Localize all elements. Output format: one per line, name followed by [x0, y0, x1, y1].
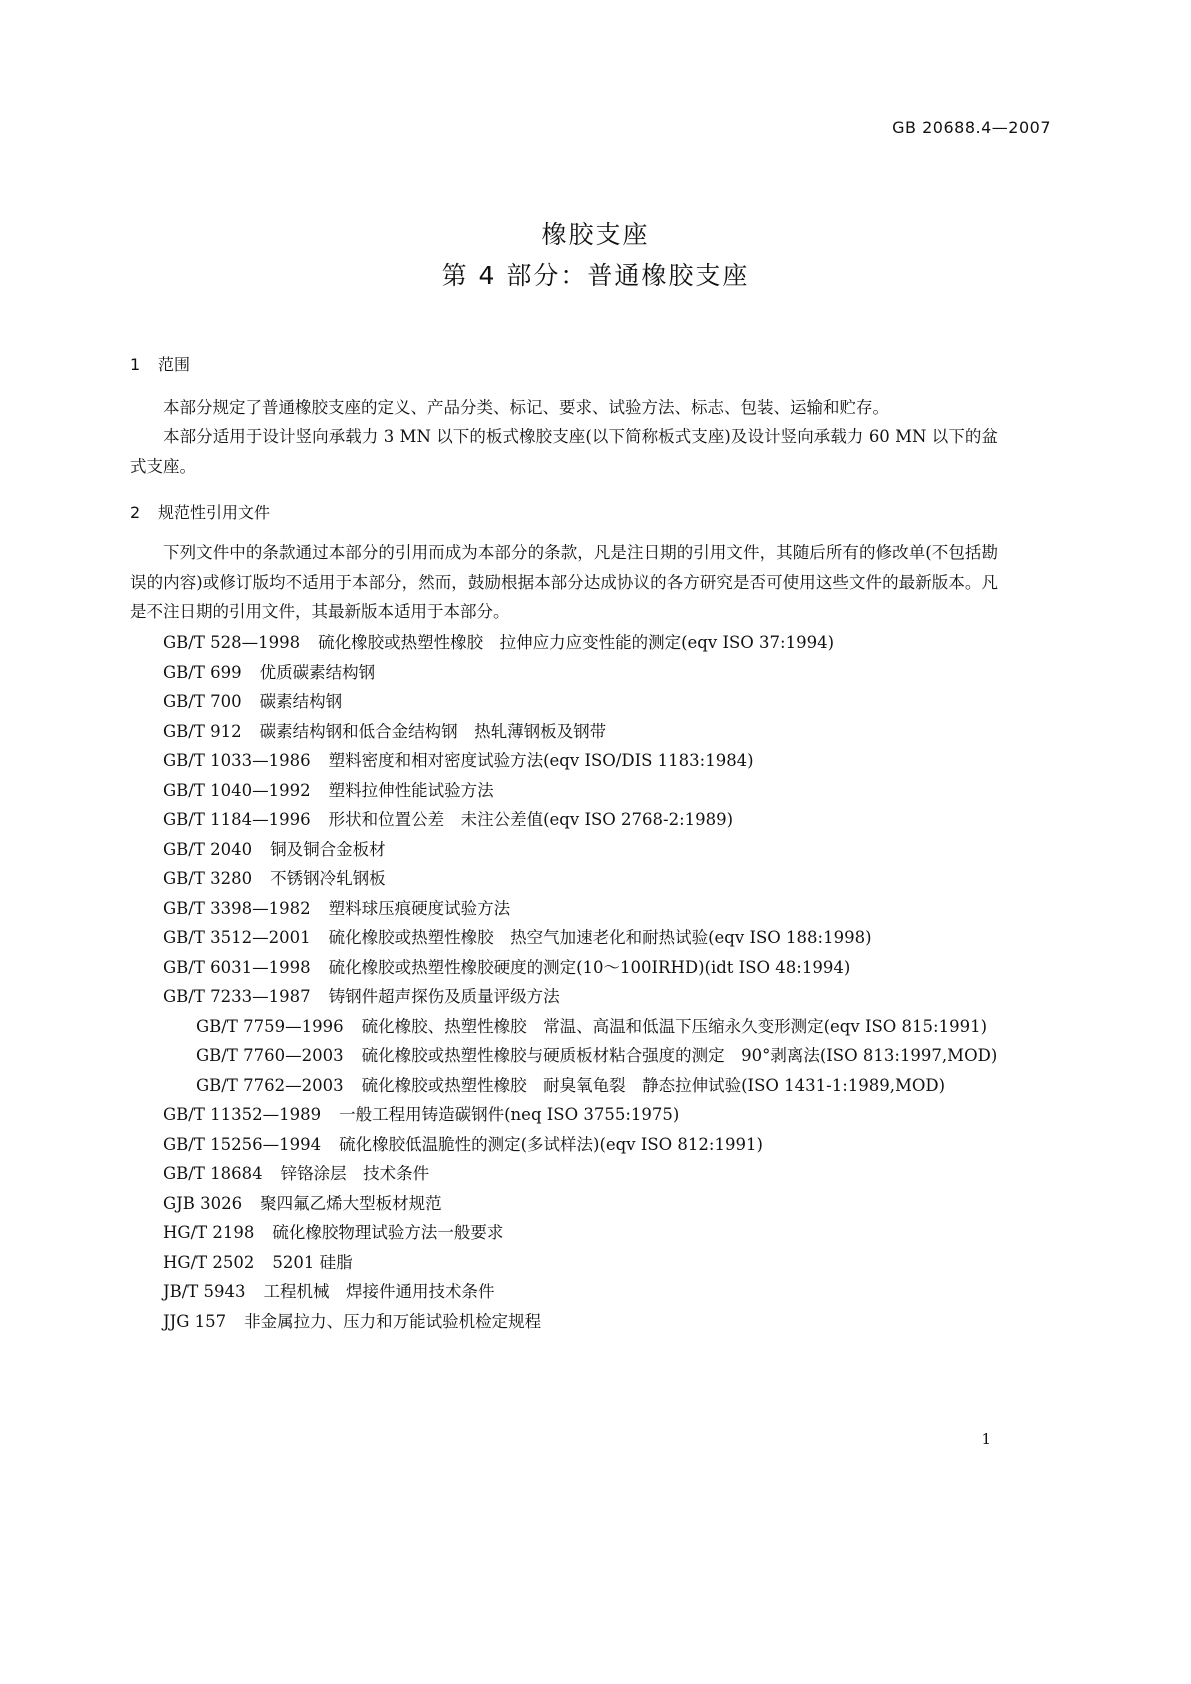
- reference-title: 硫化橡胶或热塑性橡胶 拉伸应力应变性能的测定(eqv ISO 37:1994): [318, 633, 835, 652]
- reference-code: GB/T 2040: [163, 839, 253, 859]
- reference-code: GB/T 1040—1992: [163, 780, 311, 800]
- reference-code: GB/T 7762—2003: [196, 1075, 344, 1095]
- reference-item: [130, 717, 998, 747]
- reference-title: 不锈钢冷轧钢板: [270, 869, 386, 888]
- reference-title: 塑料密度和相对密度试验方法(eqv ISO/DIS 1183:1984): [328, 751, 754, 770]
- reference-item: [130, 982, 998, 1012]
- reference-code: GB/T 6031—1998: [163, 957, 311, 977]
- reference-code: GB/T 700: [163, 692, 242, 711]
- reference-item: [130, 805, 998, 835]
- reference-title: 硫化橡胶或热塑性橡胶与硬质板材粘合强度的测定 90°剥离法(ISO 813:1997,MOD): [361, 1046, 998, 1065]
- reference-item: [130, 835, 998, 865]
- section-1-heading: [130, 352, 190, 375]
- reference-title: 聚四氟乙烯大型板材规范: [260, 1193, 442, 1213]
- reference-code: JJG 157: [163, 1311, 227, 1331]
- reference-title: 硫化橡胶低温脆性的测定(多试样法)(eqv ISO 812:1991): [339, 1134, 763, 1154]
- reference-code: HG/T 2502: [163, 1252, 255, 1272]
- reference-list: [130, 628, 998, 1336]
- reference-item: [130, 1159, 998, 1189]
- reference-code: GB/T 912: [163, 721, 242, 741]
- reference-title: 形状和位置公差 未注公差值(eqv ISO 2768-2:1989): [328, 810, 734, 829]
- reference-item: [130, 658, 998, 688]
- reference-title: 塑料球压痕硬度试验方法: [328, 898, 511, 918]
- reference-code: GB/T 3280: [163, 869, 253, 888]
- section-2-heading: [130, 500, 270, 523]
- reference-title: 碳素结构钢和低合金结构钢 热轧薄钢板及钢带: [259, 721, 607, 741]
- reference-code: GB/T 7759—1996: [196, 1016, 344, 1036]
- document-subtitle: 第 4 部分：普通橡胶支座: [441, 261, 750, 290]
- reference-code: HG/T 2198: [163, 1223, 255, 1242]
- document-title: 橡胶支座: [541, 220, 650, 249]
- reference-code: GB/T 528—1998: [163, 633, 301, 652]
- reference-code: GB/T 1033—1986: [163, 751, 311, 770]
- reference-code: GB/T 1184—1996: [163, 810, 311, 829]
- reference-title: 铸钢件超声探伤及质量评级方法: [328, 987, 560, 1006]
- section-1-title: 范围: [158, 355, 191, 374]
- reference-title: 硫化橡胶或热塑性橡胶硬度的测定(10～100IRHD)(idt ISO 48:1994): [328, 957, 851, 977]
- reference-title: 塑料拉伸性能试验方法: [328, 780, 494, 800]
- reference-item: [130, 1248, 998, 1278]
- reference-item: [130, 953, 998, 983]
- reference-item: [130, 1071, 998, 1101]
- page-number: 1: [981, 1430, 991, 1448]
- reference-title: 硫化橡胶、热塑性橡胶 常温、高温和低温下压缩永久变形测定(eqv ISO 815:1991): [361, 1016, 988, 1036]
- reference-item: [130, 1100, 998, 1130]
- reference-code: GB/T 11352—1989: [163, 1105, 322, 1124]
- section-2-number: 2: [130, 503, 141, 522]
- reference-item: [130, 894, 998, 924]
- reference-title: 优质碳素结构钢: [259, 662, 376, 682]
- reference-code: GJB 3026: [163, 1193, 243, 1213]
- reference-title: 锌铬涂层 技术条件: [280, 1164, 430, 1183]
- section-2-title: 规范性引用文件: [158, 503, 271, 522]
- reference-title: 非金属拉力、压力和万能试验机检定规程: [244, 1311, 542, 1331]
- reference-title: 5201 硅脂: [272, 1252, 353, 1272]
- reference-item: [130, 1189, 998, 1219]
- reference-code: GB/T 3512—2001: [163, 928, 311, 947]
- section-1-paragraph: 本部分规定了普通橡胶支座的定义、产品分类、标记、要求、试验方法、标志、包装、运输和贮存。: [163, 398, 889, 417]
- reference-item: [130, 628, 998, 658]
- reference-title: 硫化橡胶或热塑性橡胶 热空气加速老化和耐热试验(eqv ISO 188:1998): [328, 928, 872, 947]
- reference-code: GB/T 15256—1994: [163, 1134, 322, 1154]
- reference-code: GB/T 7233—1987: [163, 987, 311, 1006]
- section-2-intro: 下列文件中的条款通过本部分的引用而成为本部分的条款，凡是注日期的引用文件，其随后所有的修改单(不包括勘误的内容)或修订版均不适用于本部分，然而，鼓励根据本部分达成协议的各方研究是否可使用这些文件的最新版本。凡是不注日期的引用文件，其最新版本适用于本部分。: [130, 543, 998, 621]
- reference-title: 硫化橡胶或热塑性橡胶 耐臭氧龟裂 静态拉伸试验(ISO 1431-1:1989,MOD): [361, 1075, 946, 1095]
- standard-code: GB 20688.4—2007: [892, 118, 1051, 137]
- reference-item: [130, 864, 998, 894]
- reference-item: [130, 1012, 998, 1042]
- reference-item: [130, 1218, 998, 1248]
- section-1-paragraph: 本部分适用于设计竖向承载力 3 MN 以下的板式橡胶支座(以下简称板式支座)及设计竖向承载力 60 MN 以下的盆式支座。: [130, 427, 998, 476]
- reference-code: GB/T 7760—2003: [196, 1046, 344, 1065]
- reference-title: 硫化橡胶物理试验方法一般要求: [272, 1223, 504, 1242]
- reference-item: [130, 1277, 998, 1307]
- reference-title: 铜及铜合金板材: [270, 839, 386, 859]
- reference-title: 一般工程用铸造碳钢件(neq ISO 3755:1975): [339, 1105, 680, 1124]
- reference-title: 碳素结构钢: [259, 692, 343, 711]
- reference-item: [130, 1130, 998, 1160]
- reference-item: [130, 1041, 998, 1071]
- reference-item: [130, 746, 998, 776]
- reference-code: JB/T 5943: [163, 1282, 246, 1301]
- reference-title: 工程机械 焊接件通用技术条件: [263, 1282, 495, 1301]
- reference-item: [130, 923, 998, 953]
- reference-code: GB/T 18684: [163, 1164, 263, 1183]
- reference-item: [130, 776, 998, 806]
- reference-code: GB/T 3398—1982: [163, 898, 311, 918]
- reference-code: GB/T 699: [163, 662, 242, 682]
- reference-item: [130, 1307, 998, 1337]
- reference-item: [130, 687, 998, 717]
- section-1-number: 1: [130, 355, 141, 374]
